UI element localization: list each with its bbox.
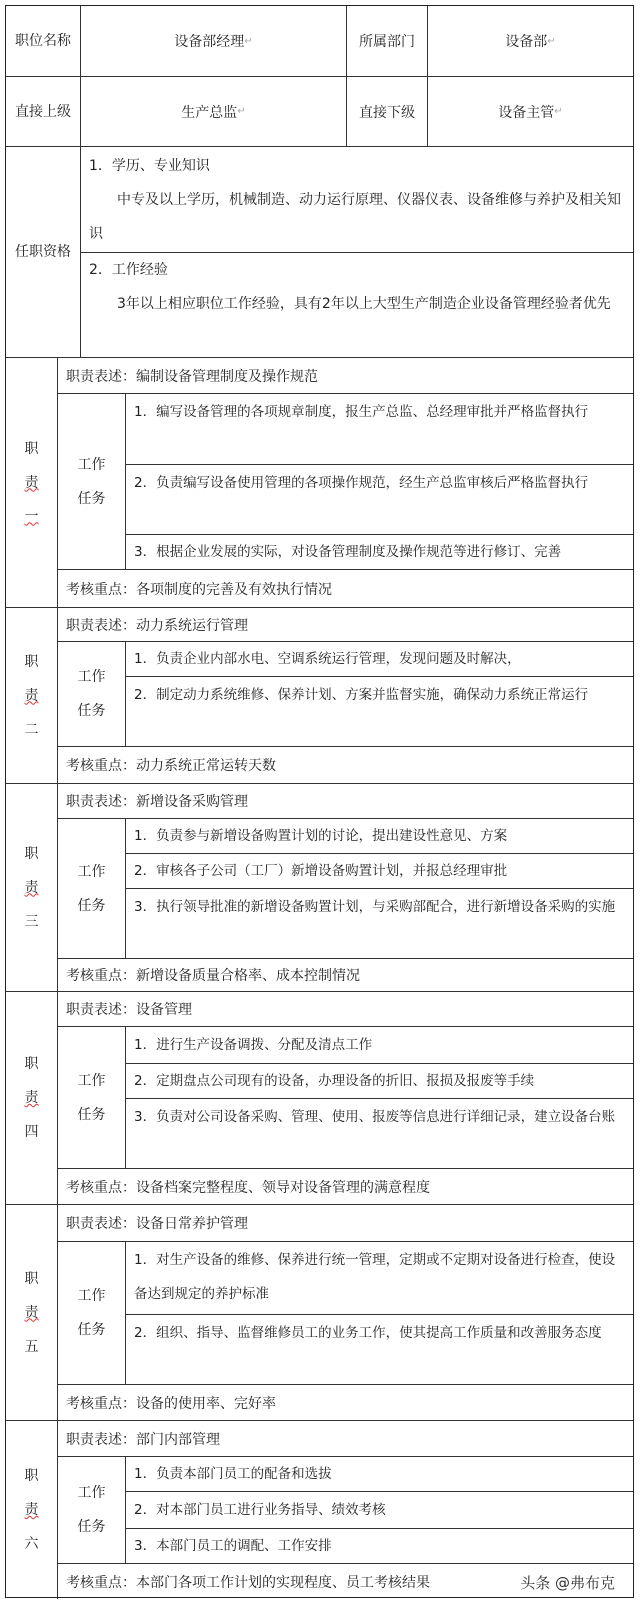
task-item: 1．负责参与新增设备购置计划的讨论，提出建设性意见、方案 — [125, 818, 633, 853]
tasks-label: 工作 — [77, 863, 106, 880]
duty-description: 职责表述：设备日常养护管理 — [57, 1204, 633, 1241]
duty-description: 职责表述：新增设备采购管理 — [57, 783, 633, 818]
tasks-label: 任务 — [77, 1106, 106, 1123]
dept-label: 所属部门 — [359, 34, 415, 50]
duty-label-char: 责 — [24, 879, 39, 896]
subordinate-value-cell: 设备主管 ↵ — [427, 76, 633, 146]
duty-label-char: 六 — [24, 1536, 39, 1552]
duty-assessment: 考核重点：本部门各项工作计划的实现程度、员工考核结果 — [57, 1563, 633, 1599]
tasks-label-cell — [57, 393, 125, 569]
tasks-label: 任务 — [77, 1519, 106, 1535]
position-label-cell — [6, 6, 80, 76]
duty-label-char: 职 — [24, 1056, 39, 1072]
tasks-label: 任务 — [77, 897, 106, 914]
qualification-experience — [80, 252, 633, 357]
superior-label-cell — [6, 76, 80, 146]
subordinate-label-cell — [346, 76, 427, 146]
duty-label-cell — [6, 991, 57, 1204]
dept-label-cell — [346, 6, 427, 76]
tasks-label: 工作 — [77, 669, 106, 685]
duty-label-char: 责 — [24, 474, 39, 491]
position-label: 职位名称 — [15, 33, 71, 49]
task-item: 2．审核各子公司（工厂）新增设备购置计划，并报总经理审批 — [125, 853, 633, 888]
duty-label-cell — [6, 1420, 57, 1599]
task-item: 3．负责对公司设备采购、管理、使用、报废等信息进行详细记录，建立设备台账 — [125, 1098, 633, 1168]
dept-value: 设备部 — [505, 34, 548, 50]
duty-label-char: 职 — [24, 1270, 39, 1287]
duty-label-cell — [6, 607, 57, 783]
duty-label-char: 四 — [24, 1124, 39, 1140]
qualifications-label: 任职资格 — [15, 244, 71, 260]
duty-assessment: 考核重点：动力系统正常运转天数 — [57, 746, 633, 783]
qualification-title: 1．学历、专业知识 — [89, 158, 210, 174]
duty-label-char: 责 — [24, 1090, 39, 1106]
position-value: 设备部经理 — [174, 34, 245, 50]
duty-assessment: 考核重点：设备档案完整程度、领导对设备管理的满意程度 — [57, 1168, 633, 1204]
duty-description: 职责表述：部门内部管理 — [57, 1420, 633, 1456]
tasks-label-cell — [57, 641, 125, 746]
task-item: 1．进行生产设备调拨、分配及清点工作 — [125, 1026, 633, 1063]
superior-label: 直接上级 — [15, 103, 71, 120]
duty-label-char: 职 — [24, 1468, 39, 1484]
duty-label-cell — [6, 783, 57, 991]
duty-description: 职责表述：动力系统运行管理 — [57, 607, 633, 641]
qualification-title: 2．工作经验 — [89, 262, 168, 278]
position-value-cell: 设备部经理 ↵ — [80, 6, 346, 76]
task-item: 3．根据企业发展的实际，对设备管理制度及操作规范等进行修订、完善 — [125, 534, 633, 569]
tasks-label: 任务 — [77, 703, 106, 719]
superior-value-cell: 生产总监 ↵ — [80, 76, 346, 146]
task-item: 1．负责本部门员工的配备和选拔 — [125, 1456, 633, 1491]
superior-value: 生产总监 — [181, 104, 238, 121]
subordinate-value: 设备主管 — [498, 104, 555, 121]
tasks-label: 工作 — [77, 1072, 106, 1089]
task-item: 1．对生产设备的维修、保养进行统一管理，定期或不定期对设备进行检查，使设备达到规定的养护标准 — [125, 1241, 633, 1314]
qualification-body: 3年以上相应职位工作经验，具有2年以上大型生产制造企业设备管理经验者优先 — [117, 296, 611, 312]
task-item: 3．本部门员工的调配、工作安排 — [125, 1528, 633, 1563]
task-item: 2．定期盘点公司现有的设备，办理设备的折旧、报损及报废等手续 — [125, 1063, 633, 1098]
duty-assessment: 考核重点：设备的使用率、完好率 — [57, 1384, 633, 1420]
tasks-label-cell — [57, 1241, 125, 1384]
task-item: 2．制定动力系统维修、保养计划、方案并监督实施，确保动力系统正常运行 — [125, 676, 633, 746]
duty-label-char: 责 — [24, 1502, 39, 1518]
task-item: 1．负责企业内部水电、空调系统运行管理，发现问题及时解决， — [125, 641, 633, 676]
tasks-label: 工作 — [77, 1485, 106, 1501]
task-item: 2．负责编写设备使用管理的各项操作规范，经生产总监审核后严格监督执行 — [125, 464, 633, 534]
task-item: 2．组织、指导、监督维修员工的业务工作，使其提高工作质量和改善服务态度 — [125, 1314, 633, 1384]
duty-label-char: 职 — [24, 845, 39, 862]
duty-label-char: 责 — [24, 1304, 39, 1321]
duty-label-char: 一 — [24, 508, 39, 525]
duty-assessment: 考核重点：新增设备质量合格率、成本控制情况 — [57, 958, 633, 991]
tasks-label: 任务 — [77, 1322, 106, 1338]
duty-description: 职责表述：编制设备管理制度及操作规范 — [57, 357, 633, 393]
task-item: 3．执行领导批准的新增设备购置计划，与采购部配合，进行新增设备采购的实施 — [125, 888, 633, 958]
duty-label-char: 五 — [24, 1338, 39, 1355]
watermark: 头条 @弗布克 — [520, 1574, 615, 1592]
tasks-label-cell — [57, 818, 125, 958]
qualification-education — [80, 146, 633, 252]
duty-label-cell — [6, 357, 57, 607]
duty-label-char: 责 — [24, 687, 39, 704]
dept-value-cell: 设备部 ↵ — [427, 6, 633, 76]
tasks-label: 工作 — [77, 1288, 106, 1304]
qualifications-label-cell — [6, 146, 80, 357]
duty-label-char: 职 — [24, 440, 39, 457]
duty-label-char: 三 — [24, 913, 39, 930]
duty-label-char: 二 — [24, 721, 39, 738]
tasks-label: 工作 — [77, 456, 106, 473]
tasks-label: 任务 — [77, 490, 106, 507]
task-item: 1．编写设备管理的各项规章制度，报生产总监、总经理审批并严格监督执行 — [125, 393, 633, 464]
task-item: 2．对本部门员工进行业务指导、绩效考核 — [125, 1491, 633, 1528]
duty-description: 职责表述：设备管理 — [57, 991, 633, 1026]
qualification-body: 中专及以上学历，机械制造、动力运行原理、仪器仪表、设备维修与养护及相关知识 — [89, 192, 621, 242]
tasks-label-cell — [57, 1456, 125, 1563]
tasks-label-cell — [57, 1026, 125, 1168]
duty-label-cell — [6, 1204, 57, 1420]
job-description-table — [5, 5, 634, 1598]
duty-label-char: 职 — [24, 653, 39, 670]
duty-assessment: 考核重点：各项制度的完善及有效执行情况 — [57, 569, 633, 607]
subordinate-label: 直接下级 — [359, 104, 415, 121]
